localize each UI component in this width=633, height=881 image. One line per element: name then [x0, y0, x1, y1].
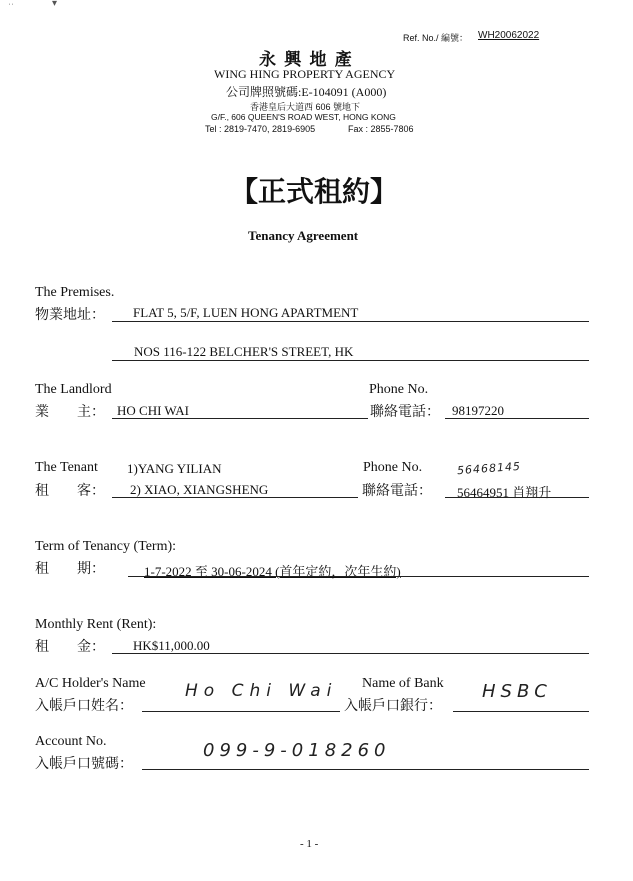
premises-label-en: The Premises.	[35, 285, 115, 300]
account-number-label-en: Account No.	[35, 734, 107, 749]
rent-label-en: Monthly Rent (Rent):	[35, 617, 157, 632]
account-holder-rule	[142, 711, 340, 712]
tenant-name-rule	[112, 497, 358, 498]
landlord-name-rule	[112, 418, 368, 419]
tenant-name1: 1)YANG YILIAN	[127, 461, 222, 476]
premises-label-zh: 物業地址：	[35, 306, 105, 322]
premises-line2-rule	[112, 360, 589, 361]
ref-number-value: WH20062022	[478, 30, 540, 41]
company-license: 公司牌照號碼:E-104091 (A000)	[226, 85, 387, 99]
term-rule	[128, 576, 589, 577]
tenant-phone-rule	[445, 497, 589, 498]
document-title-zh: 【正式租約】	[230, 176, 399, 207]
bank-label-zh: 入帳戶口銀行：	[344, 697, 442, 713]
tenant-label-en: The Tenant	[35, 460, 98, 475]
account-number-rule	[142, 769, 589, 770]
tenant-phone-label-zh: 聯絡電話：	[362, 482, 432, 498]
ref-number-label: Ref. No./ 編號：	[403, 33, 469, 43]
premises-line2: NOS 116-122 BELCHER'S STREET, HK	[134, 344, 354, 359]
bank-label-en: Name of Bank	[362, 676, 444, 691]
tenant-phone: 56464951 肖翔升	[457, 485, 552, 500]
term-value: 1-7-2022 至 30-06-2024 (首年定約，次年生約)	[144, 564, 401, 579]
scan-mark: ▾	[52, 0, 58, 9]
account-number-label-zh: 入帳戶口號碼：	[35, 755, 133, 771]
document-title-en: Tenancy Agreement	[248, 228, 359, 243]
tenant-label-zh: 租 客：	[35, 482, 105, 498]
landlord-name: HO CHI WAI	[117, 403, 189, 418]
landlord-phone-label-en: Phone No.	[369, 382, 429, 397]
company-address-zh: 香港皇后大道西 606 號地下	[250, 102, 361, 112]
company-fax: Fax : 2855-7806	[348, 124, 414, 134]
landlord-phone-label-zh: 聯絡電話：	[370, 403, 440, 419]
premises-line1-rule	[112, 321, 589, 322]
scan-mark: ˈˈ	[8, 2, 14, 12]
tenant-phone-label-en: Phone No.	[363, 460, 423, 475]
rent-label-zh: 租 金：	[35, 638, 105, 654]
tenant-phone-handwritten: 56468145	[456, 459, 522, 478]
rent-rule	[112, 653, 589, 654]
term-label-en: Term of Tenancy (Term):	[35, 539, 177, 554]
page-number: - 1 -	[300, 838, 319, 850]
landlord-phone: 98197220	[452, 403, 504, 418]
landlord-label-en: The Landlord	[35, 382, 112, 397]
landlord-phone-rule	[445, 418, 589, 419]
account-number-handwritten: 099-9-018260	[203, 740, 391, 761]
term-label-zh: 租 期：	[35, 560, 105, 576]
landlord-label-zh: 業 主：	[35, 403, 105, 419]
company-name-zh: 永 興 地 產	[259, 50, 354, 69]
company-name-en: WING HING PROPERTY AGENCY	[214, 67, 396, 81]
company-tel: Tel : 2819-7470, 2819-6905	[205, 124, 316, 134]
bank-rule	[453, 711, 589, 712]
company-address-en: G/F., 606 QUEEN'S ROAD WEST, HONG KONG	[211, 112, 396, 122]
account-holder-label-zh: 入帳戶口姓名：	[35, 697, 133, 713]
premises-line1: FLAT 5, 5/F, LUEN HONG APARTMENT	[133, 305, 359, 320]
tenant-name2: 2) XIAO, XIANGSHENG	[130, 482, 269, 497]
account-holder-handwritten: Ho Chi Wai	[185, 681, 338, 701]
bank-handwritten: HSBC	[482, 681, 552, 702]
rent-value: HK$11,000.00	[133, 638, 210, 653]
account-holder-label-en: A/C Holder's Name	[35, 676, 146, 691]
